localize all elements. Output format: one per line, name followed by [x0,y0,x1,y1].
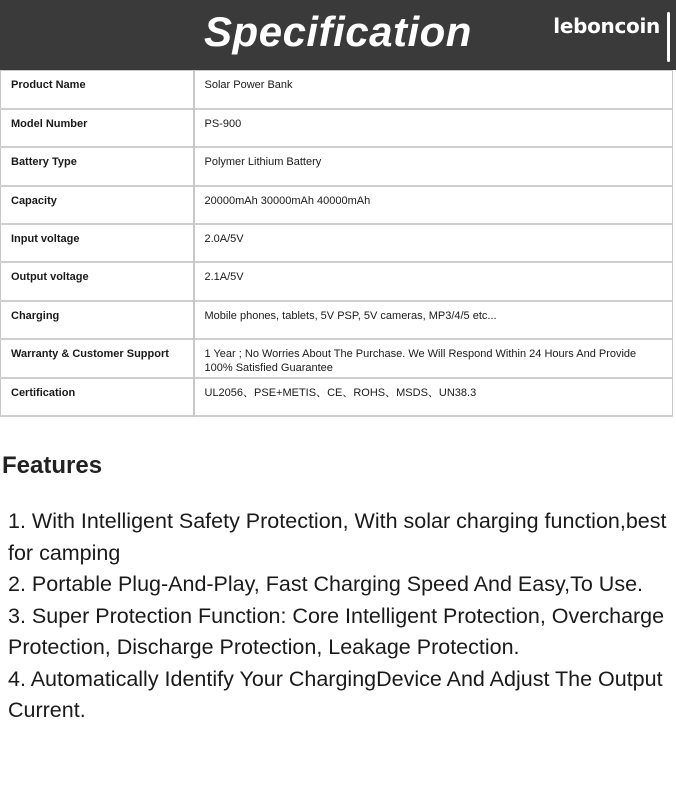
scrollbar[interactable] [667,12,670,62]
table-row [1,262,673,300]
list-item: 3. Super Protection Function: Core Intelligent Protection, Overcharge Protection, Discharge Protection, Leakage Protection. [8,603,665,659]
spec-value: Solar Power Bank [194,71,673,109]
header-bar [0,0,676,70]
spec-table [0,70,673,417]
spec-value: 1 Year ; No Worries About The Purchase. We Will Respond Within 24 Hours And Provide 100% Satisfied Guarantee [194,339,673,377]
spec-label: Product Name [1,71,194,109]
spec-label: Certification [1,378,194,416]
list-item: 1. With Intelligent Safety Protection, With solar charging function,best for camping [8,509,667,565]
table-row [1,186,673,224]
spec-label: Battery Type [1,147,194,185]
table-row [1,378,673,416]
features-list [8,506,668,727]
table-row [1,109,673,147]
features-heading: Features [2,452,103,479]
table-row [1,301,673,339]
spec-value: 2.0A/5V [194,224,673,262]
spec-label: Input voltage [1,224,194,262]
table-row [1,147,673,185]
spec-label: Capacity [1,186,194,224]
table-row [1,224,673,262]
spec-label: Output voltage [1,262,194,300]
spec-value: 20000mAh 30000mAh 40000mAh [194,186,673,224]
list-item: 2. Portable Plug-And-Play, Fast Charging Speed And Easy,To Use. [8,572,643,596]
spec-label: Warranty & Customer Support [1,339,194,377]
table-row [1,71,673,109]
spec-value: PS-900 [194,109,673,147]
list-item: 4. Automatically Identify Your ChargingDevice And Adjust The Output Current. [8,666,663,722]
brand-logo[interactable]: leboncoin [553,14,660,38]
page-title: Specification [204,8,472,55]
spec-value: Mobile phones, tablets, 5V PSP, 5V cameras, MP3/4/5 etc... [194,301,673,339]
spec-label: Charging [1,301,194,339]
spec-value: 2.1A/5V [194,262,673,300]
table-row [1,339,673,377]
spec-value: UL2056、PSE+METIS、CE、ROHS、MSDS、UN38.3 [194,378,673,416]
spec-label: Model Number [1,109,194,147]
spec-value: Polymer Lithium Battery [194,147,673,185]
